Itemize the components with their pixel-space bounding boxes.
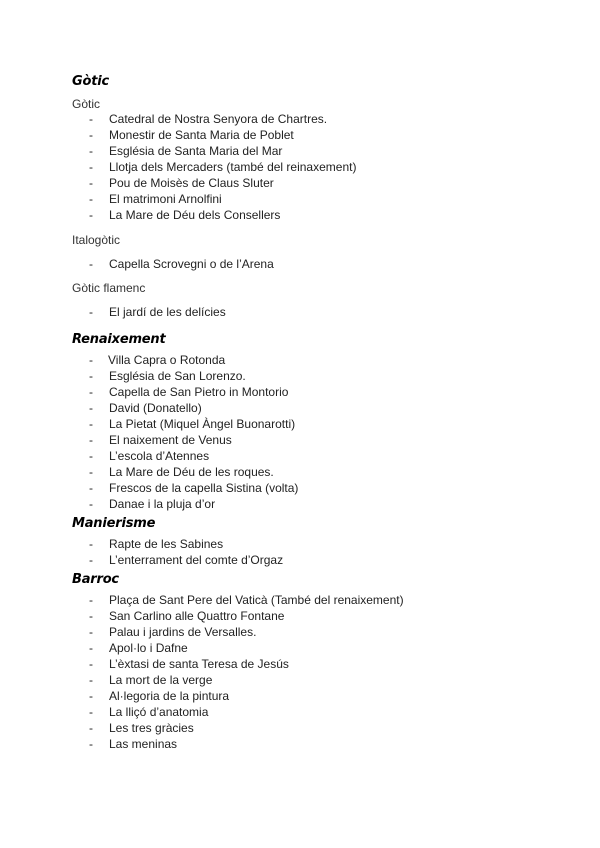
document-page: Gòtic Gòtic - Catedral de Nostra Senyora de Chartres. - Monestir de Santa Maria de Poblet - Església de Santa Maria del Mar - Llotja dels Mercaders (també del reinaxement) - Pou de Moisès de Claus Sluter - El matrimoni Arnolfini - La Mare de Déu dels Consellers Italogòtic - Capella Scrovegni o de l’Arena Gòtic flamenc - El jardí de les delícies Renaixement - Villa Capra o Rotonda - Església de San Lorenzo. - Capella de San Pietro in Montorio - David (Donatello) - La Pietat (Miquel Àngel Buonarotti) - El naixement de Venus - L’escola d’Atennes - La Mare de Déu de les roques. - Frescos de la capella Sistina (volta) - Danae i la pluja d’or Manierisme - Rapte de les Sabines - L’enterrament del comte d’Orgaz Barroc - Plaça de Sant Pere del Vaticà (També del renaixement) - San Carlino alle Quattro Fontane - Palau i jardins de Versalles. - Apol·lo i Dafne - L’èxtasi de santa Teresa de Jesús - La mort de la verge - Al·legoria de la pintura - La lliçó d’anatomia - Les tres gràcies - Las meninas	[72, 74, 404, 751]
section-heading-manierisme: Manierisme	[72, 516, 156, 531]
subheading-italogotic: Italogòtic	[72, 233, 121, 247]
section-heading-barroc: Barroc	[72, 572, 119, 587]
subheading-gotic-flamenc: Gòtic flamenc	[72, 281, 146, 295]
subheading-gotic: Gòtic	[72, 97, 101, 111]
section-heading-renaixement: Renaixement	[72, 332, 166, 347]
section-heading-gotic: Gòtic	[72, 74, 109, 89]
